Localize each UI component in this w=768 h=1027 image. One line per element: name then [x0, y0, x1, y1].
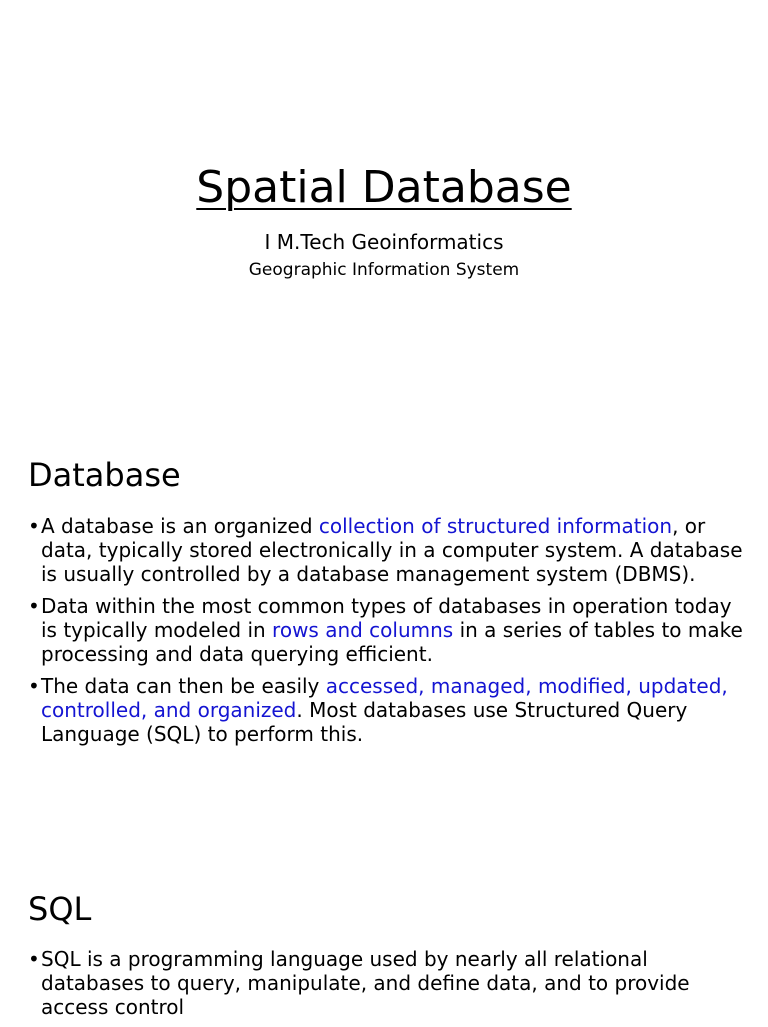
- sub-subtitle: Geographic Information System: [248, 260, 520, 280]
- page-title: Spatial Database: [196, 162, 572, 213]
- database-bullet: • Data within the most common types of databases in operation today is typically modeled in rows and columns in a series of tables to make processing and data querying efficient.: [28, 594, 748, 666]
- database-bullet: • A database is an organized collection of structured information, or data, typically stored electronically in a computer system. A database is usually controlled by a database management system (DBMS).: [28, 514, 748, 586]
- highlight-text: collection of structured information: [318, 514, 673, 538]
- database-bullet: • The data can then be easily accessed, managed, modified, updated, controlled, and organized. Most databases use Structured Query Language (SQL) to perform this.: [28, 674, 748, 746]
- database-bullet-list: [28, 514, 748, 754]
- sql-heading: SQL: [28, 890, 92, 928]
- subtitle: I M.Tech Geoinformatics: [264, 230, 504, 254]
- sql-bullet: • SQL is a programming language used by nearly all relational databases to query, manipulate, and define data, and to provide access control: [28, 947, 748, 1019]
- sql-bullet-list: [28, 947, 748, 1027]
- highlight-text: accessed, managed, modified, updated, controlled, and organized: [41, 674, 728, 722]
- title-slide: [0, 160, 768, 282]
- highlight-text: rows and columns: [272, 618, 454, 642]
- database-heading: Database: [28, 456, 181, 494]
